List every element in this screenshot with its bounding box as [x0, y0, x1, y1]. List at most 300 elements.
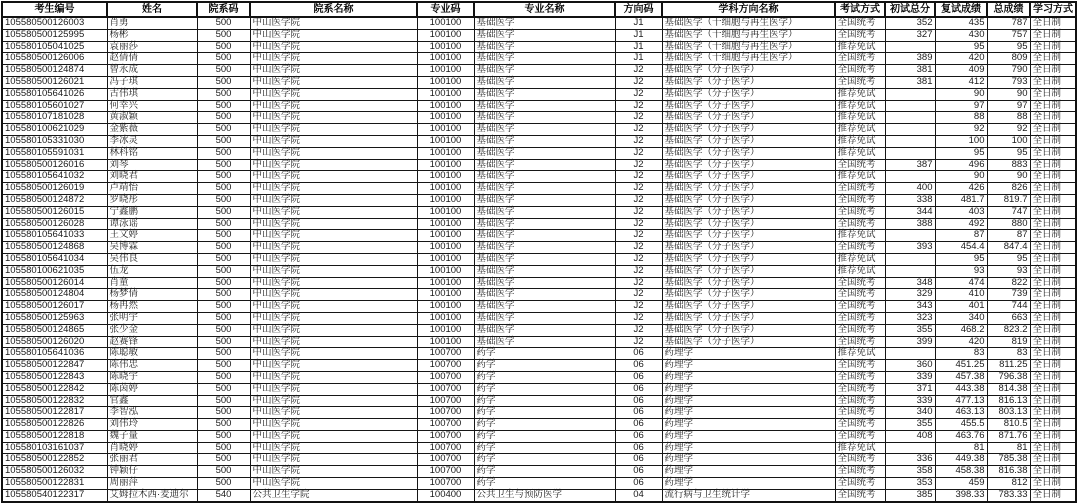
- table-body: [2, 17, 1076, 502]
- cell-direction-code: J2: [615, 88, 662, 100]
- table-row[interactable]: [2, 489, 1076, 501]
- cell-major-name: 药学: [474, 419, 615, 431]
- cell-dept-name: 中山医学院: [250, 478, 417, 490]
- cell-direction-code: 06: [615, 371, 662, 383]
- cell-major-name: 药学: [474, 383, 615, 395]
- cell-direction-code: J2: [615, 242, 662, 254]
- cell-dept-name: 中山医学院: [250, 124, 417, 136]
- cell-dept-code: 500: [197, 360, 250, 372]
- table-row[interactable]: [2, 324, 1076, 336]
- cell-exam-type: 全国统考: [835, 336, 885, 348]
- table-row[interactable]: [2, 65, 1076, 77]
- cell-candidate-id: 105580500126017: [2, 301, 107, 313]
- table-row[interactable]: [2, 312, 1076, 324]
- table-header: [2, 2, 1076, 17]
- cell-direction-code: 06: [615, 430, 662, 442]
- cell-major-name: 基础医学: [474, 194, 615, 206]
- cell-candidate-id: 105580500126032: [2, 466, 107, 478]
- cell-exam-type: 推荐免试: [835, 230, 885, 242]
- cell-exam-type: 全国统考: [835, 76, 885, 88]
- cell-direction-code: J1: [615, 29, 662, 41]
- cell-dept-code: 500: [197, 324, 250, 336]
- cell-dept-name: 中山医学院: [250, 324, 417, 336]
- cell-dept-code: 500: [197, 53, 250, 65]
- cell-exam-type: 全国统考: [835, 242, 885, 254]
- table-row[interactable]: [2, 41, 1076, 53]
- cell-candidate-id: 105580540122317: [2, 489, 107, 501]
- cell-major-code: 100100: [417, 147, 474, 159]
- cell-major-code: 100100: [417, 265, 474, 277]
- cell-initial-score: [885, 147, 935, 159]
- cell-name: 李冰灵: [107, 135, 197, 147]
- cell-major-code: 100100: [417, 289, 474, 301]
- cell-total-score: 90: [987, 88, 1030, 100]
- cell-total-score: 92: [987, 124, 1030, 136]
- cell-dept-name: 中山医学院: [250, 277, 417, 289]
- cell-major-code: 100100: [417, 230, 474, 242]
- table-row[interactable]: [2, 277, 1076, 289]
- cell-dept-name: 中山医学院: [250, 88, 417, 100]
- cell-retest-score: 458.38: [935, 466, 987, 478]
- cell-exam-type: 全国统考: [835, 289, 885, 301]
- cell-exam-type: 全国统考: [835, 383, 885, 395]
- table-row[interactable]: [2, 289, 1076, 301]
- table-row[interactable]: [2, 171, 1076, 183]
- table-row[interactable]: [2, 407, 1076, 419]
- cell-total-score: 95: [987, 253, 1030, 265]
- cell-study-mode: 全日制: [1030, 312, 1076, 324]
- cell-initial-score: 358: [885, 466, 935, 478]
- cell-major-code: 100100: [417, 171, 474, 183]
- cell-retest-score: 449.38: [935, 454, 987, 466]
- cell-major-code: 100700: [417, 383, 474, 395]
- cell-exam-type: 全国统考: [835, 489, 885, 501]
- cell-initial-score: 381: [885, 76, 935, 88]
- col-header-study-mode: 学习方式: [1030, 2, 1076, 17]
- cell-name: 赵倩倩: [107, 53, 197, 65]
- table-row[interactable]: [2, 124, 1076, 136]
- cell-retest-score: 83: [935, 348, 987, 360]
- table-row[interactable]: [2, 147, 1076, 159]
- cell-major-code: 100100: [417, 135, 474, 147]
- cell-name: 林科铭: [107, 147, 197, 159]
- cell-major-name: 基础医学: [474, 265, 615, 277]
- cell-candidate-id: 105580500124868: [2, 242, 107, 254]
- table-row[interactable]: [2, 360, 1076, 372]
- cell-name: 金紫薇: [107, 124, 197, 136]
- cell-major-name: 公共卫生与预防医学: [474, 489, 615, 501]
- cell-dept-code: 500: [197, 407, 250, 419]
- cell-dept-code: 500: [197, 454, 250, 466]
- table-row[interactable]: [2, 159, 1076, 171]
- cell-direction-code: 06: [615, 407, 662, 419]
- cell-candidate-id: 105580500125963: [2, 312, 107, 324]
- cell-study-mode: 全日制: [1030, 112, 1076, 124]
- table-row[interactable]: [2, 230, 1076, 242]
- cell-exam-type: 推荐免试: [835, 41, 885, 53]
- cell-major-name: 基础医学: [474, 171, 615, 183]
- cell-exam-type: 全国统考: [835, 371, 885, 383]
- cell-candidate-id: 105580500124804: [2, 289, 107, 301]
- cell-dept-name: 中山医学院: [250, 100, 417, 112]
- cell-retest-score: 451.25: [935, 360, 987, 372]
- table-row[interactable]: [2, 194, 1076, 206]
- cell-total-score: 826: [987, 183, 1030, 195]
- cell-dept-code: 500: [197, 206, 250, 218]
- cell-study-mode: 全日制: [1030, 277, 1076, 289]
- cell-retest-score: 93: [935, 265, 987, 277]
- cell-retest-score: 455.5: [935, 419, 987, 431]
- table-row[interactable]: [2, 17, 1076, 29]
- cell-total-score: 739: [987, 289, 1030, 301]
- cell-study-mode: 全日制: [1030, 159, 1076, 171]
- table-row[interactable]: [2, 218, 1076, 230]
- cell-direction-code: J2: [615, 100, 662, 112]
- cell-dept-name: 中山医学院: [250, 383, 417, 395]
- cell-initial-score: [885, 100, 935, 112]
- cell-retest-score: 463.13: [935, 407, 987, 419]
- cell-initial-score: [885, 124, 935, 136]
- cell-direction-name: 基础医学（分子医学）: [662, 159, 835, 171]
- cell-retest-score: 95: [935, 253, 987, 265]
- table-row[interactable]: [2, 466, 1076, 478]
- cell-dept-name: 中山医学院: [250, 419, 417, 431]
- cell-direction-code: J2: [615, 218, 662, 230]
- cell-direction-name: 药理学: [662, 430, 835, 442]
- cell-major-name: 基础医学: [474, 124, 615, 136]
- cell-direction-name: 基础医学（分子医学）: [662, 112, 835, 124]
- cell-initial-score: 327: [885, 29, 935, 41]
- cell-major-code: 100100: [417, 76, 474, 88]
- cell-direction-name: 基础医学（干细胞与再生医学）: [662, 41, 835, 53]
- cell-major-name: 基础医学: [474, 301, 615, 313]
- cell-name: 陈伟忠: [107, 360, 197, 372]
- table-row[interactable]: [2, 253, 1076, 265]
- cell-exam-type: 全国统考: [835, 17, 885, 29]
- cell-candidate-id: 105580105641026: [2, 88, 107, 100]
- cell-study-mode: 全日制: [1030, 301, 1076, 313]
- cell-candidate-id: 105580100621029: [2, 124, 107, 136]
- cell-candidate-id: 105580500126028: [2, 218, 107, 230]
- cell-direction-name: 药理学: [662, 478, 835, 490]
- cell-direction-name: 基础医学（分子医学）: [662, 324, 835, 336]
- cell-name: 宁鑫鹏: [107, 206, 197, 218]
- table-row[interactable]: [2, 112, 1076, 124]
- cell-direction-name: 基础医学（分子医学）: [662, 88, 835, 100]
- table-row[interactable]: [2, 371, 1076, 383]
- cell-name: 周丽萍: [107, 478, 197, 490]
- cell-major-code: 100100: [417, 100, 474, 112]
- cell-major-name: 药学: [474, 395, 615, 407]
- cell-total-score: 100: [987, 135, 1030, 147]
- cell-candidate-id: 105580500125995: [2, 29, 107, 41]
- cell-exam-type: 全国统考: [835, 159, 885, 171]
- cell-total-score: 744: [987, 301, 1030, 313]
- cell-name: 赵赛锋: [107, 336, 197, 348]
- table-row[interactable]: [2, 395, 1076, 407]
- cell-initial-score: 387: [885, 159, 935, 171]
- cell-dept-name: 中山医学院: [250, 41, 417, 53]
- table-row[interactable]: [2, 336, 1076, 348]
- cell-retest-score: 88: [935, 112, 987, 124]
- cell-dept-code: 500: [197, 183, 250, 195]
- cell-initial-score: 343: [885, 301, 935, 313]
- cell-exam-type: 全国统考: [835, 301, 885, 313]
- cell-candidate-id: 105580103161037: [2, 442, 107, 454]
- cell-major-name: 基础医学: [474, 253, 615, 265]
- cell-direction-code: J2: [615, 289, 662, 301]
- table-row[interactable]: [2, 100, 1076, 112]
- table-row[interactable]: [2, 301, 1076, 313]
- admission-results-screen: [0, 1, 1080, 500]
- cell-major-code: 100100: [417, 29, 474, 41]
- cell-major-name: 药学: [474, 466, 615, 478]
- cell-exam-type: 全国统考: [835, 312, 885, 324]
- cell-dept-code: 500: [197, 171, 250, 183]
- cell-exam-type: 推荐免试: [835, 171, 885, 183]
- cell-dept-name: 中山医学院: [250, 348, 417, 360]
- cell-direction-code: J2: [615, 147, 662, 159]
- cell-exam-type: 全国统考: [835, 65, 885, 77]
- table-row[interactable]: [2, 135, 1076, 147]
- cell-study-mode: 全日制: [1030, 407, 1076, 419]
- cell-retest-score: 435: [935, 17, 987, 29]
- cell-direction-code: 06: [615, 454, 662, 466]
- cell-retest-score: 95: [935, 41, 987, 53]
- cell-study-mode: 全日制: [1030, 265, 1076, 277]
- cell-direction-code: 06: [615, 360, 662, 372]
- cell-total-score: 93: [987, 265, 1030, 277]
- table-row[interactable]: [2, 265, 1076, 277]
- cell-total-score: 97: [987, 100, 1030, 112]
- cell-retest-score: 100: [935, 135, 987, 147]
- cell-name: 陈茵婷: [107, 383, 197, 395]
- cell-direction-code: 06: [615, 442, 662, 454]
- cell-dept-code: 500: [197, 442, 250, 454]
- cell-direction-name: 基础医学（干细胞与再生医学）: [662, 17, 835, 29]
- cell-major-code: 100100: [417, 124, 474, 136]
- cell-direction-name: 基础医学（分子医学）: [662, 100, 835, 112]
- cell-name: 钟颖仔: [107, 466, 197, 478]
- cell-study-mode: 全日制: [1030, 17, 1076, 29]
- cell-initial-score: 371: [885, 383, 935, 395]
- cell-initial-score: [885, 171, 935, 183]
- cell-dept-name: 中山医学院: [250, 407, 417, 419]
- cell-direction-code: J2: [615, 324, 662, 336]
- cell-candidate-id: 105580100621035: [2, 265, 107, 277]
- cell-total-score: 87: [987, 230, 1030, 242]
- col-header-major-name: 专业名称: [474, 2, 615, 17]
- cell-dept-code: 500: [197, 242, 250, 254]
- cell-direction-name: 基础医学（分子医学）: [662, 289, 835, 301]
- table-row[interactable]: [2, 29, 1076, 41]
- cell-retest-score: 92: [935, 124, 987, 136]
- table-row[interactable]: [2, 454, 1076, 466]
- cell-major-code: 100700: [417, 478, 474, 490]
- cell-dept-code: 500: [197, 253, 250, 265]
- cell-initial-score: 339: [885, 395, 935, 407]
- cell-major-name: 药学: [474, 478, 615, 490]
- table-row[interactable]: [2, 348, 1076, 360]
- cell-total-score: 809: [987, 53, 1030, 65]
- cell-exam-type: 全国统考: [835, 183, 885, 195]
- cell-study-mode: 全日制: [1030, 336, 1076, 348]
- table-row[interactable]: [2, 76, 1076, 88]
- cell-study-mode: 全日制: [1030, 29, 1076, 41]
- cell-direction-name: 基础医学（分子医学）: [662, 206, 835, 218]
- cell-retest-score: 81: [935, 442, 987, 454]
- cell-dept-code: 500: [197, 218, 250, 230]
- cell-initial-score: 339: [885, 371, 935, 383]
- cell-total-score: 811.25: [987, 360, 1030, 372]
- cell-dept-name: 中山医学院: [250, 65, 417, 77]
- cell-major-name: 基础医学: [474, 277, 615, 289]
- cell-study-mode: 全日制: [1030, 289, 1076, 301]
- cell-major-code: 100100: [417, 218, 474, 230]
- cell-study-mode: 全日制: [1030, 442, 1076, 454]
- cell-direction-name: 基础医学（分子医学）: [662, 135, 835, 147]
- table-row[interactable]: [2, 442, 1076, 454]
- table-row[interactable]: [2, 430, 1076, 442]
- cell-name: 李智泓: [107, 407, 197, 419]
- cell-name: 张丽君: [107, 454, 197, 466]
- cell-total-score: 95: [987, 147, 1030, 159]
- table-row[interactable]: [2, 242, 1076, 254]
- cell-initial-score: [885, 135, 935, 147]
- cell-direction-name: 药理学: [662, 395, 835, 407]
- cell-exam-type: 全国统考: [835, 360, 885, 372]
- table-row[interactable]: [2, 419, 1076, 431]
- cell-retest-score: 477.13: [935, 395, 987, 407]
- cell-name: 卢靖怡: [107, 183, 197, 195]
- cell-exam-type: 全国统考: [835, 29, 885, 41]
- cell-initial-score: 340: [885, 407, 935, 419]
- cell-study-mode: 全日制: [1030, 466, 1076, 478]
- cell-major-name: 药学: [474, 430, 615, 442]
- table-row[interactable]: [2, 183, 1076, 195]
- cell-name: 肖勇: [107, 17, 197, 29]
- cell-dept-name: 中山医学院: [250, 183, 417, 195]
- cell-dept-name: 中山医学院: [250, 454, 417, 466]
- cell-direction-name: 基础医学（分子医学）: [662, 230, 835, 242]
- cell-major-name: 基础医学: [474, 159, 615, 171]
- cell-major-code: 100100: [417, 206, 474, 218]
- cell-dept-name: 中山医学院: [250, 336, 417, 348]
- cell-dept-code: 500: [197, 265, 250, 277]
- cell-major-code: 100700: [417, 442, 474, 454]
- cell-direction-code: J2: [615, 135, 662, 147]
- cell-total-score: 787: [987, 17, 1030, 29]
- cell-dept-name: 中山医学院: [250, 242, 417, 254]
- cell-name: 刘晓君: [107, 171, 197, 183]
- cell-name: 杨彬: [107, 29, 197, 41]
- col-header-dept-code: 院系码: [197, 2, 250, 17]
- cell-retest-score: 426: [935, 183, 987, 195]
- cell-name: 肖童: [107, 277, 197, 289]
- cell-direction-code: J2: [615, 124, 662, 136]
- cell-study-mode: 全日制: [1030, 230, 1076, 242]
- cell-exam-type: 推荐免试: [835, 88, 885, 100]
- cell-candidate-id: 105580500126019: [2, 183, 107, 195]
- table-row[interactable]: [2, 383, 1076, 395]
- cell-retest-score: 403: [935, 206, 987, 218]
- cell-study-mode: 全日制: [1030, 124, 1076, 136]
- cell-name: 官鑫: [107, 395, 197, 407]
- cell-major-code: 100700: [417, 419, 474, 431]
- cell-dept-name: 中山医学院: [250, 289, 417, 301]
- cell-dept-name: 中山医学院: [250, 206, 417, 218]
- cell-major-name: 基础医学: [474, 336, 615, 348]
- cell-direction-name: 基础医学（分子医学）: [662, 312, 835, 324]
- table-row[interactable]: [2, 53, 1076, 65]
- cell-initial-score: [885, 88, 935, 100]
- cell-dept-code: 500: [197, 383, 250, 395]
- cell-name: 曾永成: [107, 65, 197, 77]
- cell-dept-name: 中山医学院: [250, 135, 417, 147]
- cell-direction-name: 药理学: [662, 419, 835, 431]
- table-row[interactable]: [2, 88, 1076, 100]
- cell-major-code: 100700: [417, 466, 474, 478]
- cell-direction-name: 基础医学（分子医学）: [662, 253, 835, 265]
- cell-candidate-id: 105580500122826: [2, 419, 107, 431]
- cell-initial-score: 408: [885, 430, 935, 442]
- cell-study-mode: 全日制: [1030, 242, 1076, 254]
- cell-dept-name: 中山医学院: [250, 53, 417, 65]
- cell-name: 张少金: [107, 324, 197, 336]
- cell-dept-name: 中山医学院: [250, 301, 417, 313]
- col-header-candidate-id: 考生编号: [2, 2, 107, 17]
- cell-total-score: 819.7: [987, 194, 1030, 206]
- cell-exam-type: 全国统考: [835, 419, 885, 431]
- cell-direction-name: 基础医学（分子医学）: [662, 242, 835, 254]
- cell-dept-code: 500: [197, 194, 250, 206]
- cell-major-name: 基础医学: [474, 41, 615, 53]
- cell-dept-code: 540: [197, 489, 250, 501]
- cell-study-mode: 全日制: [1030, 206, 1076, 218]
- cell-dept-name: 中山医学院: [250, 159, 417, 171]
- cell-candidate-id: 105580105641033: [2, 230, 107, 242]
- cell-study-mode: 全日制: [1030, 324, 1076, 336]
- cell-direction-name: 基础医学（分子医学）: [662, 147, 835, 159]
- cell-major-name: 基础医学: [474, 112, 615, 124]
- cell-study-mode: 全日制: [1030, 76, 1076, 88]
- cell-direction-name: 基础医学（分子医学）: [662, 171, 835, 183]
- cell-initial-score: [885, 230, 935, 242]
- cell-dept-code: 500: [197, 41, 250, 53]
- cell-dept-name: 中山医学院: [250, 371, 417, 383]
- cell-major-code: 100100: [417, 301, 474, 313]
- cell-total-score: 880: [987, 218, 1030, 230]
- cell-direction-code: 06: [615, 395, 662, 407]
- cell-dept-name: 中山医学院: [250, 265, 417, 277]
- table-row[interactable]: [2, 478, 1076, 490]
- cell-dept-name: 中山医学院: [250, 253, 417, 265]
- cell-exam-type: 推荐免试: [835, 135, 885, 147]
- cell-initial-score: 388: [885, 218, 935, 230]
- cell-major-name: 基础医学: [474, 29, 615, 41]
- table-row[interactable]: [2, 206, 1076, 218]
- cell-total-score: 812: [987, 478, 1030, 490]
- cell-exam-type: 全国统考: [835, 430, 885, 442]
- cell-name: 黄淑颖: [107, 112, 197, 124]
- cell-candidate-id: 105580500124874: [2, 65, 107, 77]
- cell-direction-code: 06: [615, 383, 662, 395]
- cell-study-mode: 全日制: [1030, 171, 1076, 183]
- cell-total-score: 757: [987, 29, 1030, 41]
- cell-retest-score: 430: [935, 29, 987, 41]
- cell-direction-name: 药理学: [662, 360, 835, 372]
- cell-total-score: 822: [987, 277, 1030, 289]
